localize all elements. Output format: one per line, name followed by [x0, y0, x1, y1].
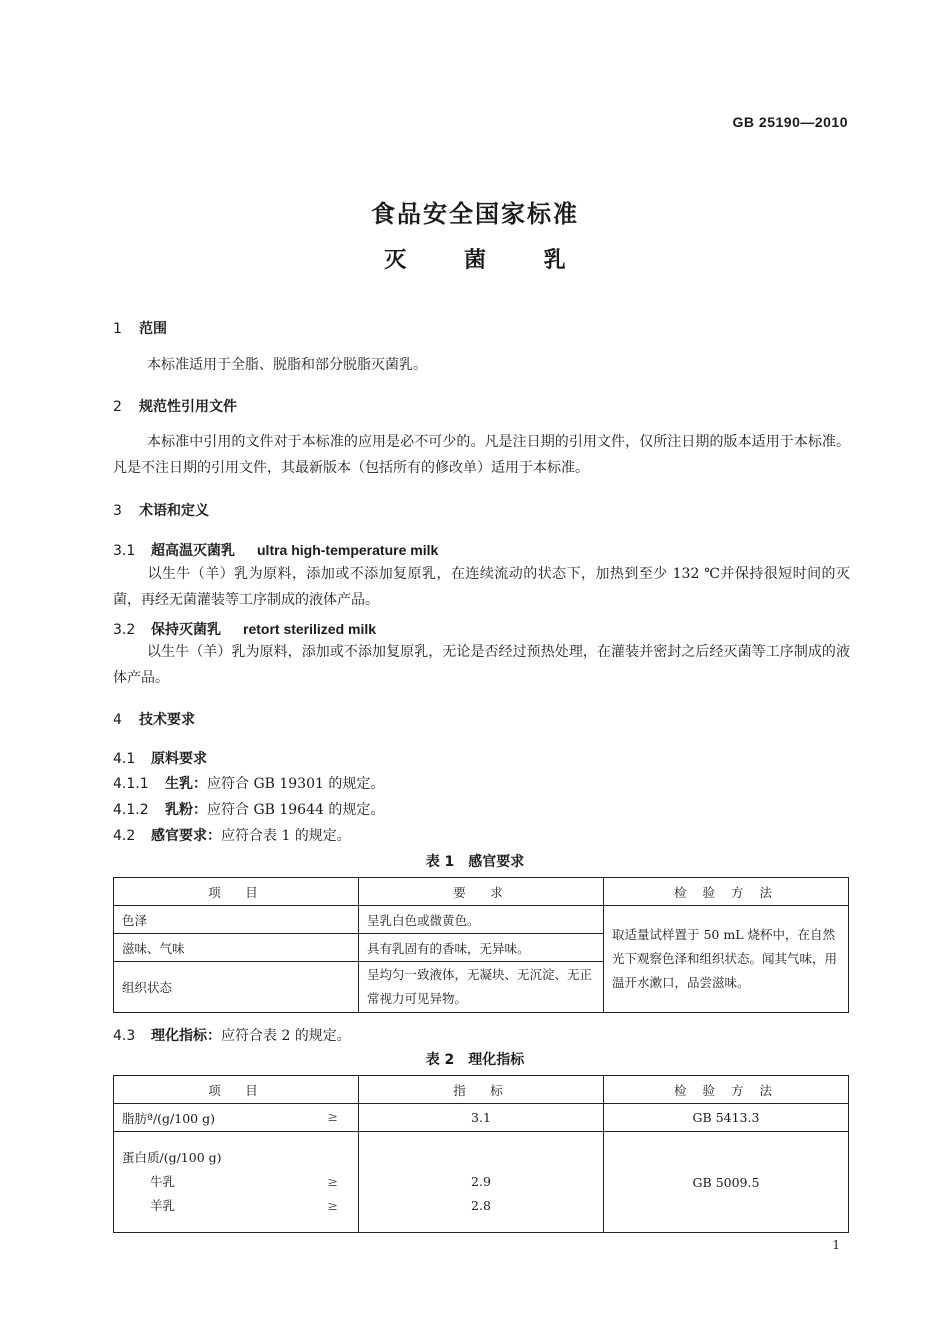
subtitle-char: 乳	[543, 248, 566, 273]
requirement-text: 应符合表 1 的规定。	[221, 828, 351, 844]
requirement-number: 4.3	[113, 1028, 136, 1044]
definition-term-en: retort sterilized milk	[243, 621, 377, 637]
section-2-body	[113, 429, 850, 481]
requirement-title: 生乳：	[165, 776, 207, 792]
requirement-text: 应符合 GB 19644 的规定。	[207, 802, 385, 818]
table-header-cell: 指 标	[359, 1076, 604, 1104]
requirement-title: 原料要求	[151, 751, 207, 767]
requirement-title: 感官要求：	[151, 828, 221, 844]
definition-number: 3.2	[113, 622, 136, 638]
definition-3-1-body	[113, 561, 850, 613]
paragraph-text: 以生牛（羊）乳为原料，添加或不添加复原乳，无论是否经过预热处理，在灌装并密封之后经灭菌等工序制成的液体产品。	[113, 644, 850, 686]
table-cell: 呈乳白色或微黄色。	[359, 906, 604, 934]
table-cell: GB 5413.3	[604, 1104, 849, 1132]
definition-term: 超高温灭菌乳	[151, 543, 235, 559]
table-cell: 滋味、气味	[114, 934, 359, 962]
section-title: 技术要求	[139, 712, 195, 728]
table-cell	[359, 1132, 604, 1233]
table-2-caption: 表 2 理化指标	[425, 1052, 525, 1068]
section-number: 2	[113, 399, 122, 415]
section-number: 3	[113, 503, 122, 519]
goat-milk-label: 羊乳	[150, 1198, 176, 1213]
table-cell	[114, 1132, 359, 1233]
protein-label: 蛋白质/(g/100 g)	[122, 1150, 222, 1165]
cow-milk-label: 牛乳	[150, 1174, 176, 1189]
requirement-4-2	[113, 825, 351, 845]
requirement-number: 4.1	[113, 751, 136, 767]
requirement-number: 4.2	[113, 828, 136, 844]
section-4-heading	[113, 709, 195, 729]
requirement-number: 4.1.1	[113, 776, 149, 792]
section-1-body	[113, 352, 850, 378]
table-header-row	[114, 878, 849, 906]
table-1-caption: 表 1 感官要求	[425, 854, 525, 870]
table-cell-method: 取适量试样置于 50 mL 烧杯中，在自然光下观察色泽和组织状态。闻其气味，用温开水漱口，品尝滋味。	[604, 906, 849, 1013]
requirement-title: 乳粉：	[165, 802, 207, 818]
table-cell: GB 5009.5	[604, 1132, 849, 1233]
paragraph-text: 本标准适用于全脂、脱脂和部分脱脂灭菌乳。	[147, 357, 427, 373]
protein-goat-row	[122, 1194, 350, 1218]
comparison-symbol: ≥	[327, 1108, 338, 1124]
table-cell: 3.1	[359, 1104, 604, 1132]
table-2	[113, 1075, 849, 1233]
requirement-4-3	[113, 1025, 351, 1045]
definition-term-en: ultra high-temperature milk	[257, 542, 439, 558]
table-row	[114, 1132, 849, 1233]
comparison-symbol: ≥	[327, 1198, 338, 1213]
definition-number: 3.1	[113, 543, 136, 559]
standard-code: GB 25190—2010	[732, 114, 848, 130]
section-3-heading	[113, 500, 209, 520]
table-row	[114, 1104, 849, 1132]
section-number: 1	[113, 321, 122, 337]
table-cell: 组织状态	[114, 962, 359, 1013]
table-header-row	[114, 1076, 849, 1104]
protein-cow-row	[122, 1170, 350, 1194]
table-header-cell: 要 求	[359, 878, 604, 906]
table-row	[114, 906, 849, 934]
page-number: 1	[832, 1238, 840, 1252]
paragraph-text: 以生牛（羊）乳为原料，添加或不添加复原乳，在连续流动的状态下，加热到至少 132 ℃并保持很短时间的灭菌，再经无菌灌装等工序制成的液体产品。	[113, 566, 850, 608]
requirement-text: 应符合 GB 19301 的规定。	[207, 776, 385, 792]
definition-3-2-body	[113, 639, 850, 691]
document-subtitle	[0, 243, 950, 274]
table-cell: 呈均匀一致液体，无凝块、无沉淀、无正常视力可见异物。	[359, 962, 604, 1013]
document-title: 食品安全国家标准	[371, 200, 579, 228]
section-title: 范围	[139, 321, 167, 337]
requirement-4-1-2	[113, 799, 384, 819]
section-title: 规范性引用文件	[139, 399, 237, 415]
table-header-cell: 检 验 方 法	[604, 878, 849, 906]
subtitle-char: 灭	[384, 248, 407, 273]
section-title: 术语和定义	[139, 503, 209, 519]
comparison-symbol: ≥	[327, 1174, 338, 1189]
requirement-4-1-heading	[113, 748, 207, 768]
table-header-cell: 检 验 方 法	[604, 1076, 849, 1104]
table-header-cell: 项 目	[114, 1076, 359, 1104]
table-cell	[114, 1104, 359, 1132]
definition-3-1-heading	[113, 540, 438, 560]
fat-label: 脂肪ª/(g/100 g)	[122, 1110, 215, 1126]
requirement-4-1-1	[113, 773, 384, 793]
requirement-title: 理化指标：	[151, 1028, 221, 1044]
paragraph-text: 本标准中引用的文件对于本标准的应用是必不可少的。凡是注日期的引用文件，仅所注日期的版本适用于本标准。凡是不注日期的引用文件，其最新版本（包括所有的修改单）适用于本标准。	[113, 434, 850, 476]
requirement-text: 应符合表 2 的规定。	[221, 1028, 351, 1044]
definition-3-2-heading	[113, 619, 376, 639]
table-header-cell: 项 目	[114, 878, 359, 906]
requirement-number: 4.1.2	[113, 802, 149, 818]
section-number: 4	[113, 712, 122, 728]
section-1-heading	[113, 318, 167, 338]
cow-milk-value: 2.9	[471, 1174, 491, 1189]
table-cell: 色泽	[114, 906, 359, 934]
table-1	[113, 877, 849, 1013]
section-2-heading	[113, 396, 237, 416]
subtitle-char: 菌	[463, 248, 486, 273]
table-cell: 具有乳固有的香味，无异味。	[359, 934, 604, 962]
definition-term: 保持灭菌乳	[151, 622, 221, 638]
goat-milk-value: 2.8	[471, 1198, 491, 1213]
